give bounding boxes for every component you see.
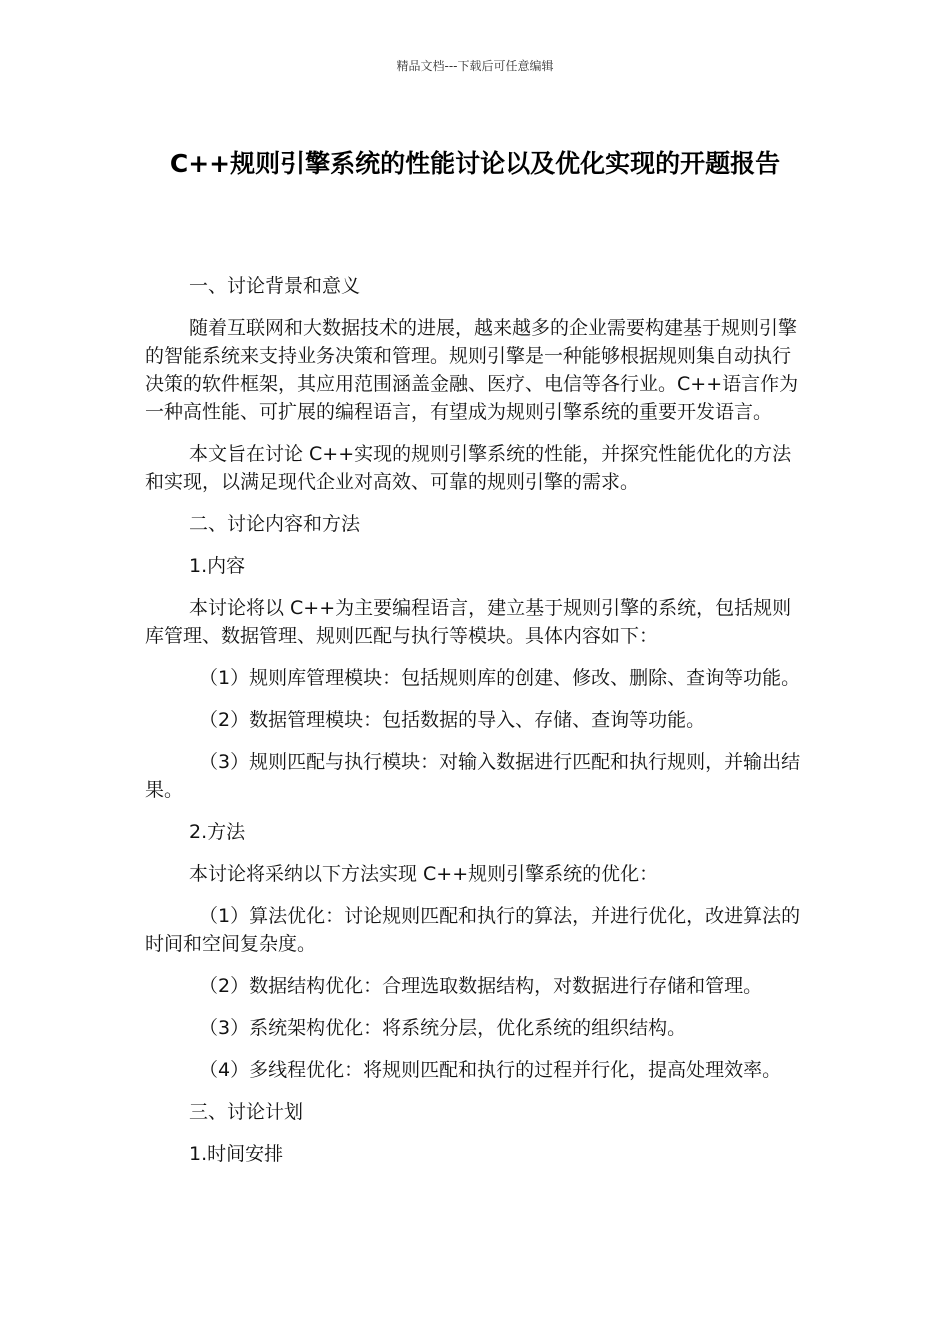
paragraph-content-intro: 本讨论将以 C++为主要编程语言，建立基于规则引擎的系统，包括规则库管理、数据管理、规则匹配与执行等模块。具体内容如下： [145, 597, 792, 647]
subheading-schedule: 1.时间安排 [189, 1143, 284, 1165]
paragraph-purpose: 本文旨在讨论 C++实现的规则引擎系统的性能，并探究性能优化的方法和实现，以满足现代企业对高效、可靠的规则引擎的需求。 [145, 443, 792, 493]
list-item-data-structure-optimization: （2）数据结构优化：合理选取数据结构，对数据进行存储和管理。 [199, 975, 763, 997]
list-item-rule-matching: （3）规则匹配与执行模块：对输入数据进行匹配和执行规则，并输出结果。 [145, 751, 801, 801]
section-heading-content-method: 二、讨论内容和方法 [189, 513, 361, 535]
paragraph-method-intro: 本讨论将采纳以下方法实现 C++规则引擎系统的优化： [189, 863, 659, 885]
document-title: C++规则引擎系统的性能讨论以及优化实现的开题报告 [169, 149, 781, 178]
list-item-rule-library: （1）规则库管理模块：包括规则库的创建、修改、删除、查询等功能。 [199, 667, 801, 689]
list-item-algorithm-optimization: （1）算法优化：讨论规则匹配和执行的算法，并进行优化，改进算法的时间和空间复杂度。 [145, 905, 801, 955]
section-heading-background: 一、讨论背景和意义 [189, 275, 361, 297]
document-body [145, 272, 805, 1182]
subheading-content: 1.内容 [189, 555, 246, 577]
section-heading-plan: 三、讨论计划 [189, 1101, 304, 1123]
list-item-architecture-optimization: （3）系统架构优化：将系统分层，优化系统的组织结构。 [199, 1017, 687, 1039]
paragraph-background: 随着互联网和大数据技术的进展，越来越多的企业需要构建基于规则引擎的智能系统来支持业务决策和管理。规则引擎是一种能够根据规则集自动执行决策的软件框架，其应用范围涵盖金融、医疗、电信等各行业。C++语言作为一种高性能、可扩展的编程语言，有望成为规则引擎系统的重要开发语言。 [145, 317, 799, 423]
list-item-data-management: （2）数据管理模块：包括数据的导入、存储、查询等功能。 [199, 709, 706, 731]
list-item-multithread-optimization: （4）多线程优化：将规则匹配和执行的过程并行化，提高处理效率。 [199, 1059, 782, 1081]
page-header: 精品文档---下载后可任意编辑 [396, 59, 554, 73]
subheading-method: 2.方法 [189, 821, 246, 843]
